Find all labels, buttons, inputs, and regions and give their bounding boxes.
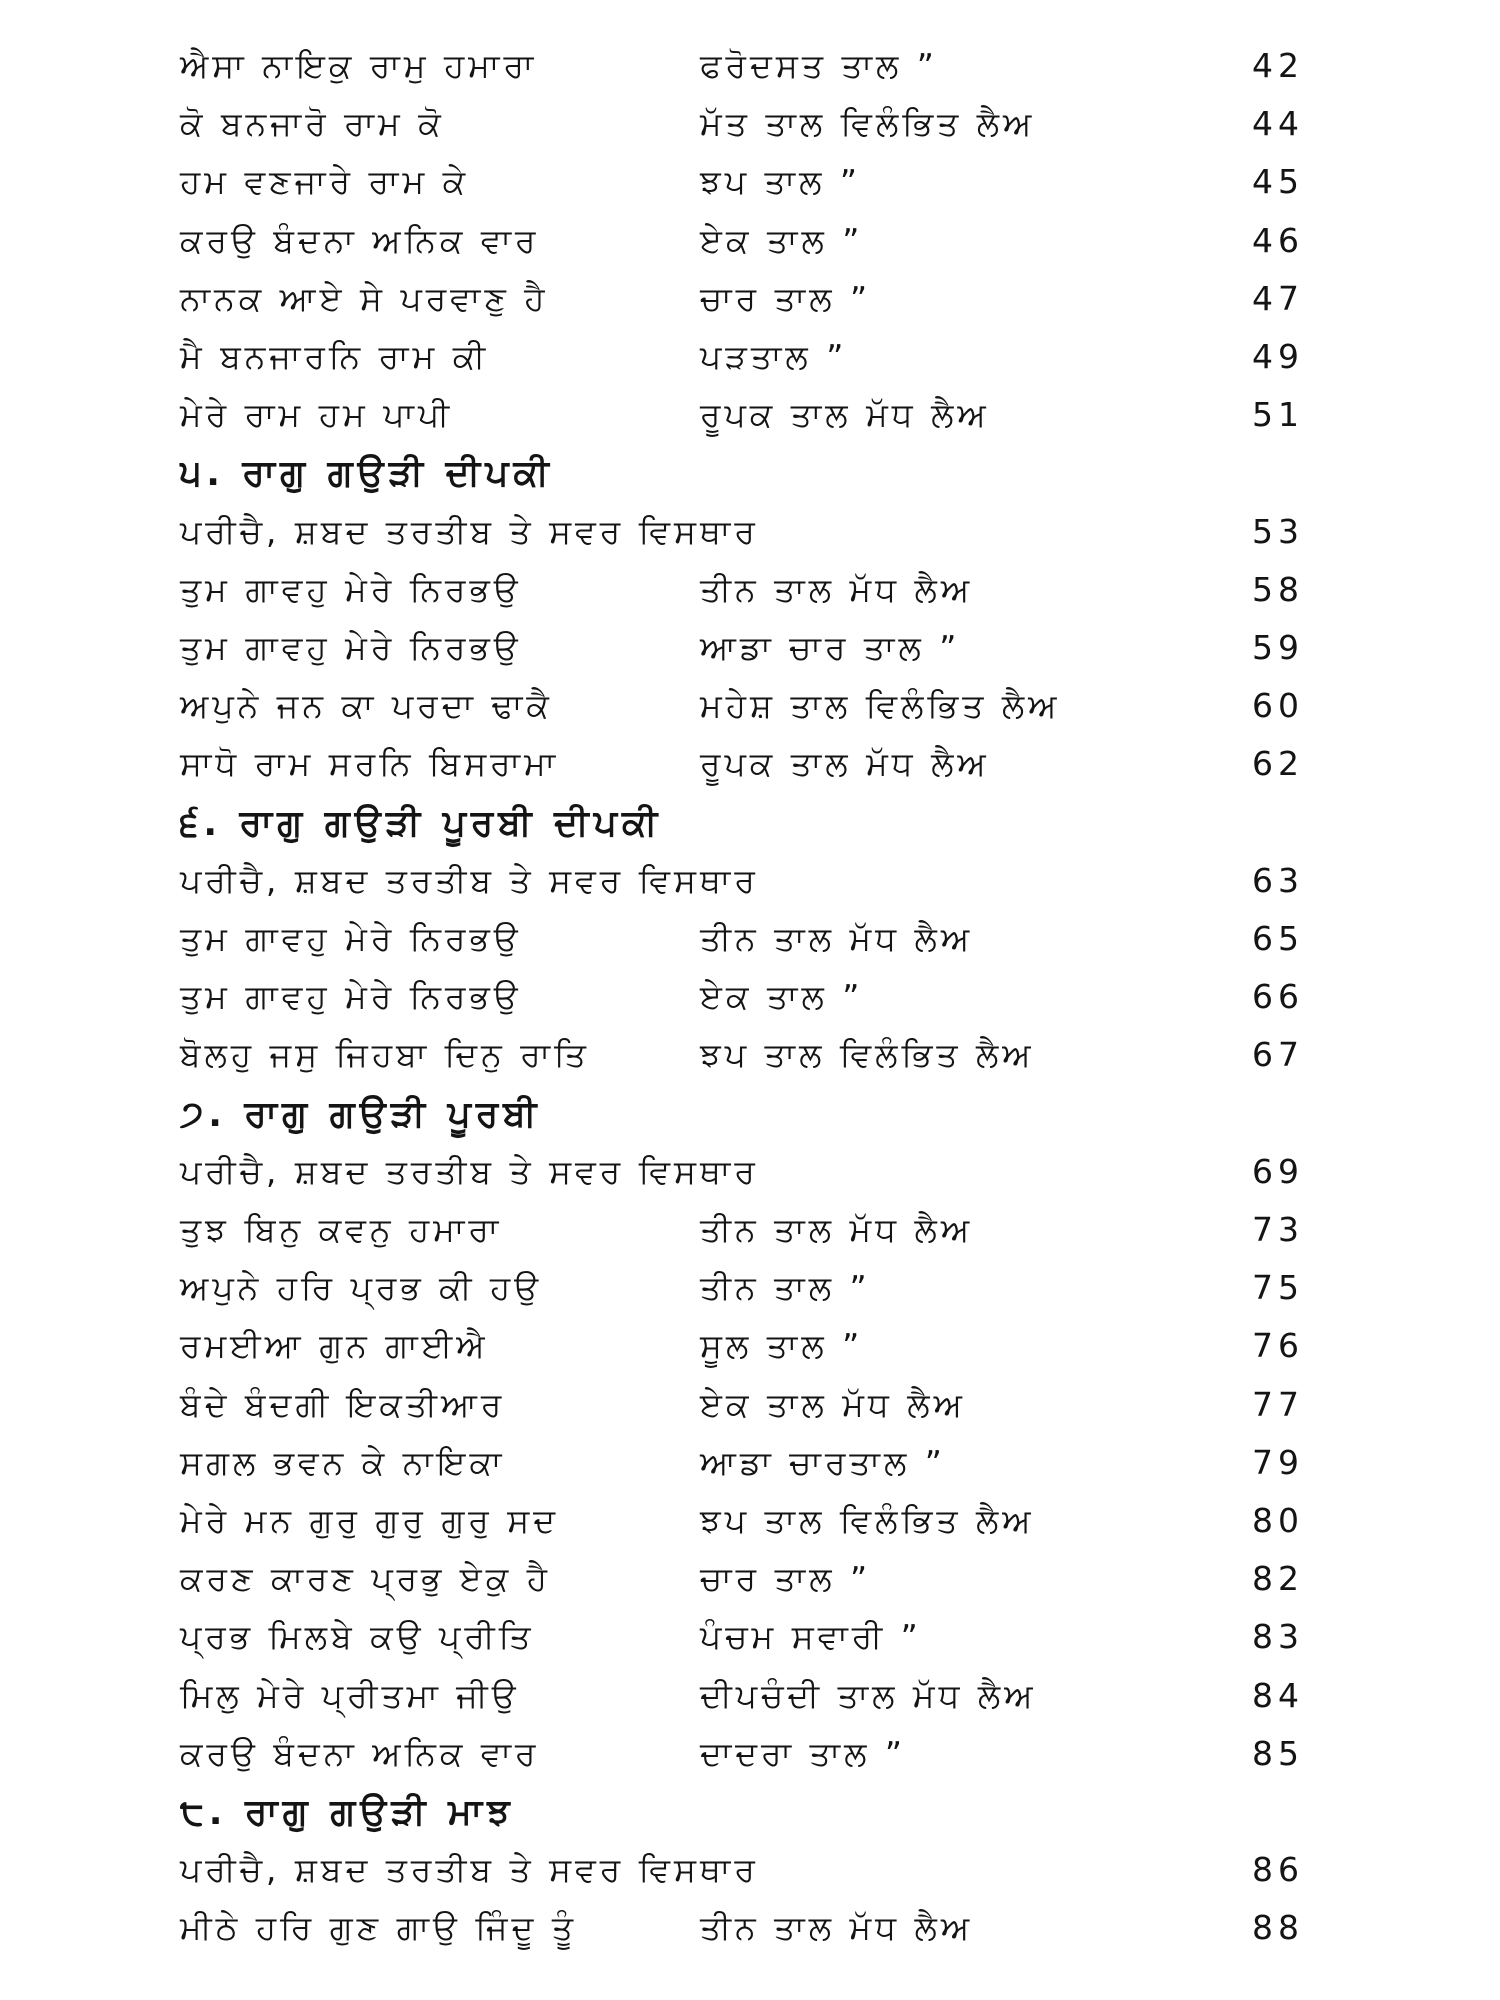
entry-page-number: 53 (1252, 511, 1304, 551)
entry-page-number: 82 (1252, 1559, 1304, 1599)
entry-title: ਨਾਨਕ ਆਏ ਸੇ ਪਰਵਾਣੁ ਹੈ (180, 278, 549, 318)
entry-tala: ਰੂਪਕ ਤਾਲ ਮੱਧ ਲੈਅ (700, 744, 990, 784)
entry-title: ਮੇਰੇ ਰਾਮ ਹਮ ਪਾਪੀ (180, 395, 454, 435)
entry-tala: ਤੀਨ ਤਾਲ ਮੱਧ ਲੈਅ (700, 1908, 974, 1948)
entry-page-number: 46 (1252, 220, 1304, 260)
entry-tala: ਰੂਪਕ ਤਾਲ ਮੱਧ ਲੈਅ (700, 395, 990, 435)
entry-tala: ਤੀਨ ਤਾਲ ” (700, 1268, 871, 1308)
entry-page-number: 86 (1252, 1850, 1304, 1890)
entry-page-number: 76 (1252, 1326, 1304, 1366)
toc-entry (0, 1842, 1500, 1900)
entry-tala: ਦਾਦਰਾ ਤਾਲ ” (700, 1733, 906, 1773)
entry-page-number: 65 (1252, 919, 1304, 958)
toc-entry (0, 1900, 1500, 1958)
entry-tala: ਪੜਤਾਲ ” (700, 337, 848, 376)
entry-page-number: 59 (1252, 628, 1304, 667)
entry-title: ਬੋਲਹੁ ਜਸੁ ਜਿਹਬਾ ਦਿਨੁ ਰਾਤਿ (180, 1035, 590, 1075)
section-title: ੭. ਰਾਗੁ ਗਉੜੀ ਪੂਰਬੀ (180, 1093, 542, 1135)
section-title: ੬. ਰਾਗੁ ਗਉੜੀ ਪੂਰਬੀ ਦੀਪਕੀ (180, 802, 663, 844)
entry-tala: ਏਕ ਤਾਲ ਮੱਧ ਲੈਅ (700, 1384, 966, 1424)
entry-tala: ਪੰਚਮ ਸਵਾਰੀ ” (700, 1617, 922, 1657)
entry-tala: ਆਡਾ ਚਾਰ ਤਾਲ ” (700, 628, 961, 667)
toc-entry (0, 1377, 1500, 1435)
section-heading (0, 445, 1500, 503)
toc-entry (0, 736, 1500, 794)
entry-title: ਮੀਠੇ ਹਰਿ ਗੁਣ ਗਾਉ ਜਿੰਦੂ ਤੂੰ (180, 1908, 577, 1948)
entry-tala: ਝਪ ਤਾਲ ਵਿਲੰਭਿਤ ਲੈਅ (700, 1035, 1035, 1075)
entry-title: ਅਪੁਨੇ ਹਰਿ ਪ੍ਰਭ ਕੀ ਹਉ (180, 1268, 543, 1308)
entry-title: ਤੁਮ ਗਾਵਹੁ ਮੇਰੇ ਨਿਰਭਉ (180, 919, 522, 958)
entry-tala: ਦੀਪਚੰਦੀ ਤਾਲ ਮੱਧ ਲੈਅ (700, 1675, 1037, 1715)
entry-tala: ਮਹੇਸ਼ ਤਾਲ ਵਿਲੰਭਿਤ ਲੈਅ (700, 686, 1061, 726)
entry-page-number: 88 (1252, 1908, 1304, 1948)
entry-tala: ਏਕ ਤਾਲ ” (700, 977, 864, 1017)
toc-entry (0, 38, 1500, 96)
entry-title: ਅਪੁਨੇ ਜਨ ਕਾ ਪਰਦਾ ਢਾਕੈ (180, 686, 553, 726)
entry-title: ਪਰੀਚੈ, ਸ਼ਬਦ ਤਰਤੀਬ ਤੇ ਸਵਰ ਵਿਸਥਾਰ (180, 860, 759, 900)
entry-tala: ਤੀਨ ਤਾਲ ਮੱਧ ਲੈਅ (700, 1210, 974, 1249)
entry-title: ਤੁਮ ਗਾਵਹੁ ਮੇਰੇ ਨਿਰਭਉ (180, 628, 522, 667)
toc-entry (0, 1726, 1500, 1784)
entry-tala: ਸੂਲ ਤਾਲ ” (700, 1326, 864, 1366)
entry-tala: ਝਪ ਤਾਲ ” (700, 162, 861, 202)
toc-entry (0, 1318, 1500, 1376)
entry-page-number: 84 (1252, 1675, 1304, 1715)
entry-title: ਪਰੀਚੈ, ਸ਼ਬਦ ਤਰਤੀਬ ਤੇ ਸਵਰ ਵਿਸਥਾਰ (180, 1850, 759, 1890)
entry-title: ਸਾਧੋ ਰਾਮ ਸਰਨਿ ਬਿਸਰਾਮਾ (180, 744, 560, 784)
entry-title: ਮੇਰੇ ਮਨ ਗੁਰੁ ਗੁਰੁ ਗੁਰੁ ਸਦ (180, 1501, 560, 1540)
entry-tala: ਫਰੋਦਸਤ ਤਾਲ ” (700, 46, 938, 85)
toc-entry (0, 969, 1500, 1027)
entry-title: ਕਰਉ ਬੰਦਨਾ ਅਨਿਕ ਵਾਰ (180, 1733, 540, 1773)
toc-entry (0, 562, 1500, 620)
entry-title: ਮੈ ਬਨਜਾਰਨਿ ਰਾਮ ਕੀ (180, 337, 490, 376)
entry-page-number: 77 (1252, 1384, 1304, 1424)
toc-entry (0, 1435, 1500, 1493)
entry-page-number: 73 (1252, 1210, 1304, 1249)
toc-entry (0, 1202, 1500, 1260)
entry-title: ਐਸਾ ਨਾਇਕੁ ਰਾਮੁ ਹਮਾਰਾ (180, 46, 538, 85)
entry-page-number: 66 (1252, 977, 1304, 1017)
toc-entry (0, 1551, 1500, 1609)
entry-title: ਕਰਣ ਕਾਰਣ ਪ੍ਰਭੁ ਏਕੁ ਹੈ (180, 1559, 551, 1599)
entry-page-number: 47 (1252, 278, 1304, 318)
entry-title: ਬੰਦੇ ਬੰਦਗੀ ਇਕਤੀਆਰ (180, 1384, 506, 1424)
section-title: ੫. ਰਾਗੁ ਗਉੜੀ ਦੀਪਕੀ (180, 453, 554, 495)
toc-entry (0, 329, 1500, 387)
entry-tala: ਚਾਰ ਤਾਲ ” (700, 278, 872, 318)
entry-title: ਪ੍ਰਭ ਮਿਲਬੇ ਕਉ ਪ੍ਰੀਤਿ (180, 1617, 535, 1657)
entry-tala: ਆਡਾ ਚਾਰਤਾਲ ” (700, 1442, 946, 1482)
toc-entry (0, 853, 1500, 911)
toc-entry (0, 387, 1500, 445)
entry-title: ਪਰੀਚੈ, ਸ਼ਬਦ ਤਰਤੀਬ ਤੇ ਸਵਰ ਵਿਸਥਾਰ (180, 511, 759, 551)
entry-tala: ਤੀਨ ਤਾਲ ਮੱਧ ਲੈਅ (700, 919, 974, 958)
toc-entry (0, 96, 1500, 154)
entry-tala: ਤੀਨ ਤਾਲ ਮੱਧ ਲੈਅ (700, 569, 974, 609)
entry-page-number: 69 (1252, 1151, 1304, 1191)
entry-title: ਹਮ ਵਣਜਾਰੇ ਰਾਮ ਕੇ (180, 162, 470, 202)
toc-entry (0, 271, 1500, 329)
entry-page-number: 58 (1252, 569, 1304, 609)
entry-page-number: 79 (1252, 1442, 1304, 1482)
entry-page-number: 63 (1252, 860, 1304, 900)
entry-page-number: 62 (1252, 744, 1304, 784)
entry-title: ਤੁਝ ਬਿਨੁ ਕਵਨੁ ਹਮਾਰਾ (180, 1210, 503, 1249)
toc-entry (0, 620, 1500, 678)
entry-title: ਰਮਈਆ ਗੁਨ ਗਾਈਐ (180, 1326, 489, 1366)
entry-page-number: 49 (1252, 337, 1304, 376)
entry-title: ਪਰੀਚੈ, ਸ਼ਬਦ ਤਰਤੀਬ ਤੇ ਸਵਰ ਵਿਸਥਾਰ (180, 1151, 759, 1191)
section-heading (0, 1086, 1500, 1144)
entry-title: ਸਗਲ ਭਵਨ ਕੇ ਨਾਇਕਾ (180, 1442, 506, 1482)
entry-page-number: 83 (1252, 1617, 1304, 1657)
entry-title: ਮਿਲੁ ਮੇਰੇ ਪ੍ਰੀਤਮਾ ਜੀਉ (180, 1675, 520, 1715)
toc-entry (0, 213, 1500, 271)
entry-page-number: 51 (1252, 395, 1304, 435)
entry-page-number: 85 (1252, 1733, 1304, 1773)
entry-page-number: 80 (1252, 1501, 1304, 1540)
toc-entry (0, 504, 1500, 562)
entry-tala: ਝਪ ਤਾਲ ਵਿਲੰਭਿਤ ਲੈਅ (700, 1501, 1035, 1540)
entry-page-number: 42 (1252, 46, 1304, 85)
toc-entry (0, 1027, 1500, 1085)
entry-tala: ਏਕ ਤਾਲ ” (700, 220, 864, 260)
entry-page-number: 60 (1252, 686, 1304, 726)
entry-title: ਕੋ ਬਨਜਾਰੋ ਰਾਮ ਕੋ (180, 104, 445, 144)
toc-entry (0, 1144, 1500, 1202)
toc-entry (0, 154, 1500, 212)
entry-page-number: 67 (1252, 1035, 1304, 1075)
toc-entry (0, 678, 1500, 736)
entry-title: ਤੁਮ ਗਾਵਹੁ ਮੇਰੇ ਨਿਰਭਉ (180, 977, 522, 1017)
entry-page-number: 75 (1252, 1268, 1304, 1308)
entry-title: ਤੁਮ ਗਾਵਹੁ ਮੇਰੇ ਨਿਰਭਉ (180, 569, 522, 609)
toc-entry (0, 1493, 1500, 1551)
section-heading (0, 1784, 1500, 1842)
section-heading (0, 795, 1500, 853)
section-title: ੮. ਰਾਗੁ ਗਉੜੀ ਮਾਝ (180, 1792, 515, 1833)
toc-entry (0, 911, 1500, 969)
toc-entry (0, 1668, 1500, 1726)
entry-page-number: 45 (1252, 162, 1304, 202)
entry-tala: ਮੱਤ ਤਾਲ ਵਿਲੰਭਿਤ ਲੈਅ (700, 104, 1036, 144)
entry-tala: ਚਾਰ ਤਾਲ ” (700, 1559, 872, 1599)
toc-entry (0, 1609, 1500, 1667)
entry-title: ਕਰਉ ਬੰਦਨਾ ਅਨਿਕ ਵਾਰ (180, 220, 540, 260)
entry-page-number: 44 (1252, 104, 1304, 144)
toc-entry (0, 1260, 1500, 1318)
